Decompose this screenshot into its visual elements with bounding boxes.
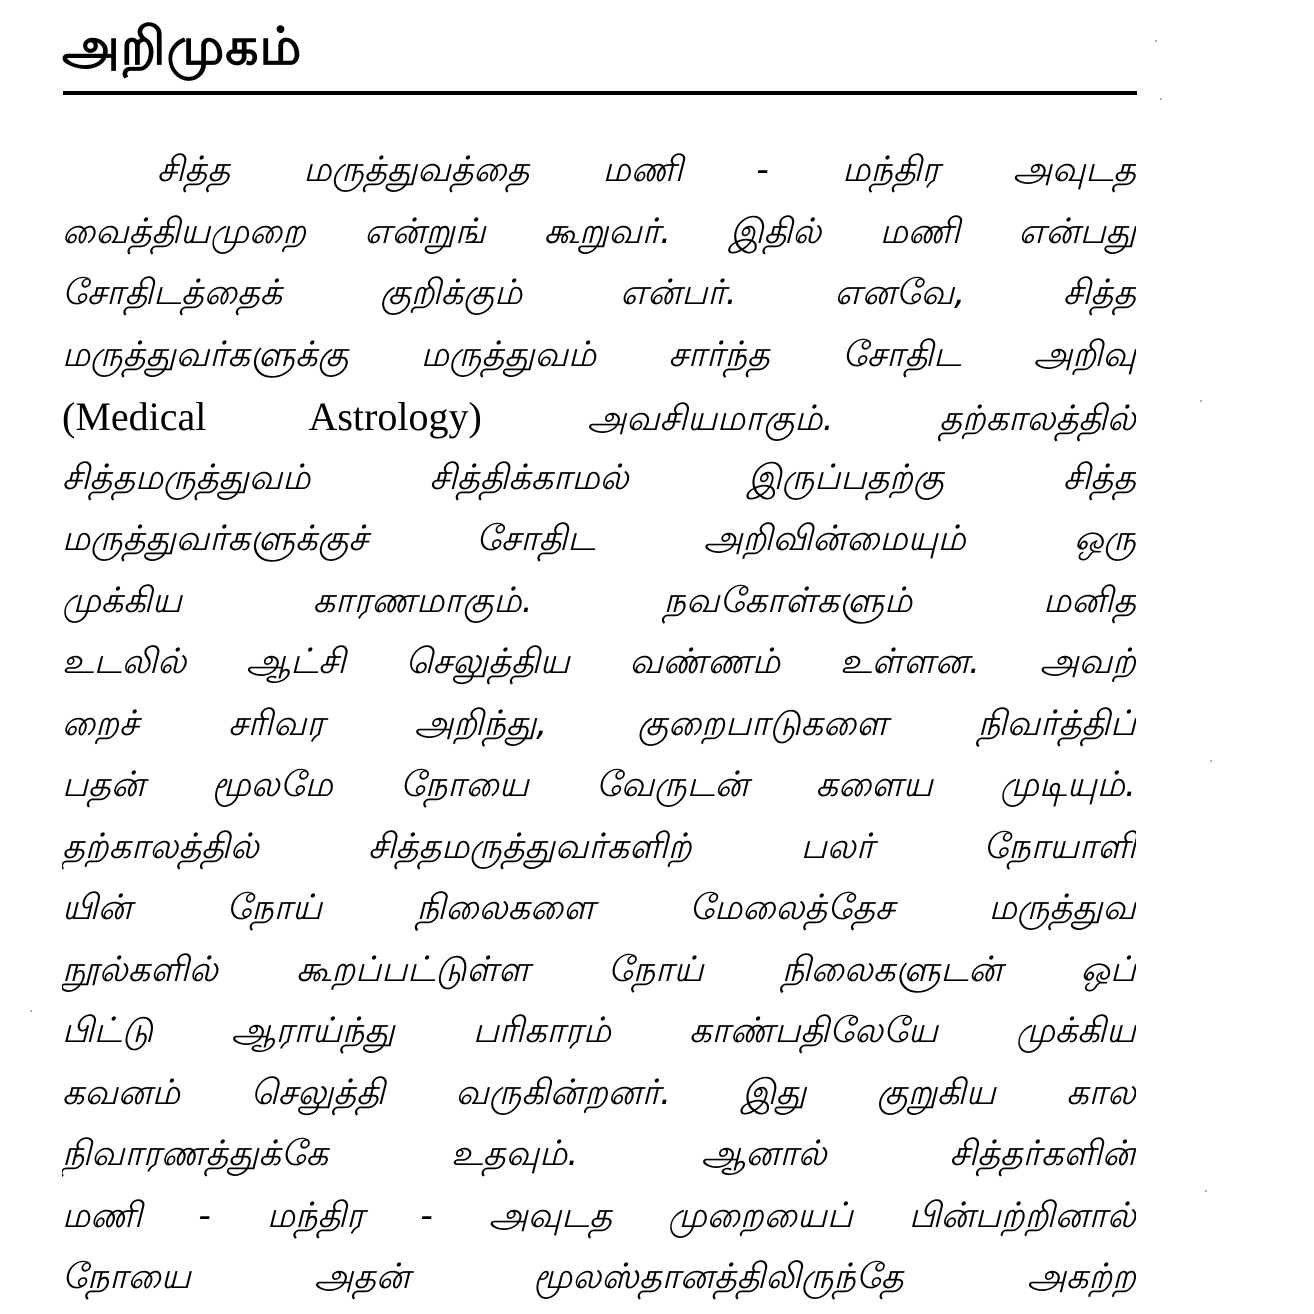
paragraph-line: மருத்துவர்களுக்குச் சோதிட அறிவின்மையும் ஒரு — [62, 519, 1136, 559]
paragraph-line: நிவாரணத்துக்கே உதவும். ஆனால் சித்தர்களின் — [62, 1134, 1136, 1174]
paragraph-line: றைச் சரிவர அறிந்து, குறைபாடுகளை நிவர்த்திப் — [62, 703, 1136, 744]
paragraph-line: நூல்களில் கூறப்பட்டுள்ள நோய் நிலைகளுடன் ஒப் — [62, 949, 1136, 990]
paragraph-line: சித்தமருத்துவம் சித்திக்காமல் இருப்பதற்கு சித்த — [62, 457, 1136, 498]
heading-rule-divider — [63, 91, 1137, 95]
scan-speck — [1200, 400, 1202, 402]
paragraph-line-with-latin — [62, 386, 1136, 448]
paragraph-line: பிட்டு ஆராய்ந்து பரிகாரம் காண்பதிலேயே முக்கிய — [62, 1011, 1136, 1051]
paragraph-line: உடலில் ஆட்சி செலுத்திய வண்ணம் உள்ளன. அவற் — [62, 642, 1136, 682]
paragraph-line: மருத்துவர்களுக்கு மருத்துவம் சார்ந்த சோதிட அறிவு — [62, 334, 1136, 375]
scan-speck — [1205, 1190, 1207, 1192]
paragraph-line: யின் நோய் நிலைகளை மேலைத்தேச மருத்துவ — [62, 888, 1136, 928]
paragraph-line: கவனம் செலுத்தி வருகின்றனர். இது குறுகிய கால — [62, 1072, 1136, 1113]
page-title: அறிமுகம் — [62, 16, 303, 77]
paragraph-line: வைத்தியமுறை என்றுங் கூறுவர். இதில் மணி என்பது — [62, 211, 1136, 252]
latin-phrase-medical-astrology: (Medical Astrology) — [62, 394, 482, 439]
scan-speck — [1160, 98, 1162, 100]
paragraph-line: தற்காலத்தில் சித்தமருத்துவர்களிற் பலர் நோயாளி — [62, 826, 1136, 867]
paragraph-line: முக்கிய காரணமாகும். நவகோள்களும் மனித — [62, 580, 1136, 621]
paragraph-line: பதன் மூலமே நோயை வேருடன் களைய முடியும். — [62, 765, 1136, 805]
introduction-paragraph — [62, 140, 1136, 1309]
paragraph-line: சோதிடத்தைக் குறிக்கும் என்பர். எனவே, சித்த — [62, 273, 1136, 313]
scan-speck — [1155, 40, 1157, 42]
scan-speck — [30, 1010, 32, 1012]
paragraph-line: மணி - மந்திர - அவுடத முறையைப் பின்பற்றினால் — [62, 1195, 1136, 1236]
paragraph-line: சித்த மருத்துவத்தை மணி - மந்திர அவுடத — [157, 150, 1136, 190]
paragraph-line: நோயை அதன் மூலஸ்தானத்திலிருந்தே அகற்ற — [62, 1257, 1136, 1297]
paragraph-line-text: அவசியமாகும். தற்காலத்தில் — [587, 399, 1136, 439]
scan-speck — [1210, 760, 1212, 762]
